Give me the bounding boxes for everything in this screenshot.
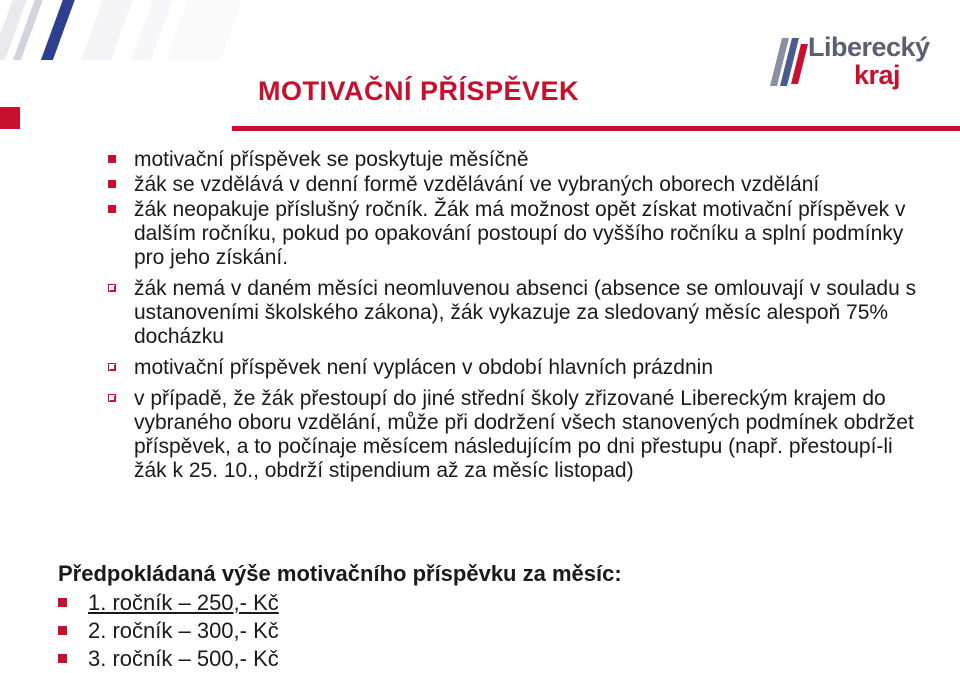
- list-item: [106, 198, 926, 270]
- list-item: [106, 173, 926, 197]
- decorative-stripes: [0, 0, 240, 60]
- rates-list: [58, 589, 279, 673]
- square-bullet-icon: [108, 155, 116, 163]
- list-item-text: žák neopakuje příslušný ročník. Žák má možnost opět získat motivační příspěvek v dalším ročníku, pokud po opakování postoupí do vyššího ročníku a splní podmínky pro jeho získání.: [134, 198, 906, 269]
- list-item: [106, 356, 926, 380]
- square-bullet-icon: [58, 626, 67, 635]
- logo-text-line2: kraj: [854, 60, 901, 90]
- stripe: [70, 0, 140, 60]
- square-bullet-icon: [108, 205, 116, 213]
- list-item: [106, 148, 926, 172]
- list-item: [58, 617, 279, 645]
- logo-text-line1: Liberecký: [808, 32, 930, 62]
- rates-heading: Předpokládaná výše motivačního příspěvku za měsíc:: [58, 561, 622, 586]
- list-item-text: v případě, že žák přestoupí do jiné střední školy zřizované Libereckým krajem do vybraného oboru vzdělání, může při dodržení všech stanovených podmínek obdržet příspěvek, a to počínaje měsícem následujícím po dni přestupu (např. přestoupí-li žák k 25. 10., obdrží stipendium až za měsíc listopad): [134, 387, 914, 482]
- liberecky-kraj-logo: [770, 32, 940, 100]
- list-item-text: žák se vzdělává v denní formě vzdělávání ve vybraných oborech vzdělání: [134, 173, 820, 196]
- square-bullet-icon: [58, 598, 67, 607]
- list-item: [58, 589, 279, 617]
- list-item: [58, 645, 279, 673]
- outline-bullet-icon: [108, 284, 116, 292]
- title-underline-bar: [232, 126, 960, 131]
- accent-square: [0, 107, 20, 129]
- list-item: [106, 277, 926, 349]
- list-item-text: motivační příspěvek se poskytuje měsíčně: [134, 148, 529, 171]
- list-item: [106, 387, 926, 483]
- outline-bullet-icon: [108, 363, 116, 371]
- rate-text: 3. ročník – 500,- Kč: [88, 646, 279, 671]
- outline-bullet-icon: [108, 394, 116, 402]
- list-item-text: motivační příspěvek není vyplácen v období hlavních prázdnin: [134, 356, 714, 379]
- square-bullet-icon: [58, 654, 67, 663]
- list-item-text: žák nemá v daném měsíci neomluvenou absenci (absence se omlouvají v souladu s ustanoveními školského zákona), žák vykazuje za sledovaný měsíc alespoň 75% docházku: [134, 277, 917, 348]
- conditions-list: [106, 148, 926, 484]
- rate-text: 2. ročník – 300,- Kč: [88, 618, 279, 643]
- rate-text: 1. ročník – 250,- Kč: [88, 590, 279, 615]
- page-title: MOTIVAČNÍ PŘÍSPĚVEK: [258, 76, 580, 106]
- square-bullet-icon: [108, 180, 116, 188]
